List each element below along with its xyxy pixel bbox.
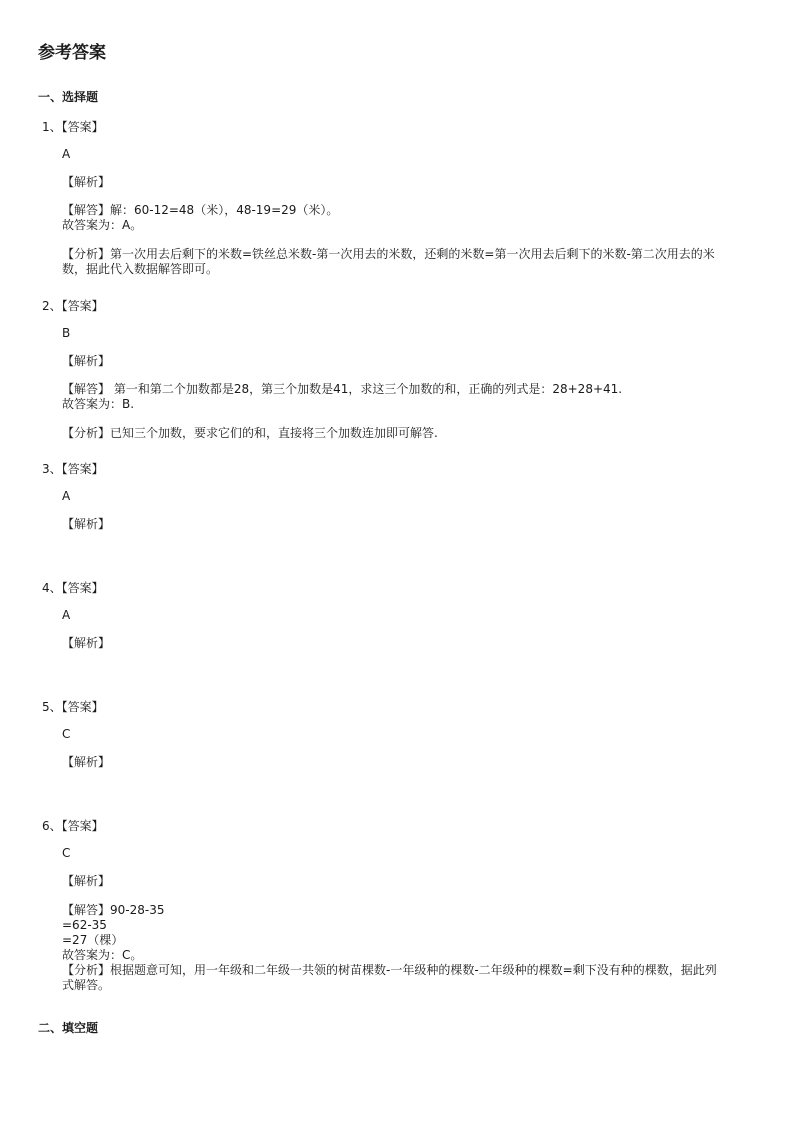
analysis-label: 【解析】 xyxy=(62,354,111,368)
question-number: 6、【答案】 xyxy=(42,819,104,833)
question-number: 2、【答案】 xyxy=(42,299,104,313)
analysis-label: 【解析】 xyxy=(62,175,111,189)
section-heading-fill: 二、填空题 xyxy=(38,1021,99,1035)
answer-value: C xyxy=(62,727,71,741)
section-heading-choice: 一、选择题 xyxy=(38,90,99,104)
analysis-label: 【解析】 xyxy=(62,874,111,888)
answer-value: A xyxy=(62,147,71,161)
question-number: 1、【答案】 xyxy=(42,120,104,134)
analysis-text: 【分析】根据题意可知，用一年级和二年级一共领的树苗棵数-一年级种的棵数-二年级种的棵数=剩下没有种的棵数，据此列式解答。 xyxy=(62,963,717,992)
question-number: 3、【答案】 xyxy=(42,462,104,476)
answer-value: C xyxy=(62,846,71,860)
solution-line: 【解答】90-28-35 xyxy=(62,903,165,917)
solution-line: 故答案为：C。 xyxy=(62,948,143,962)
analysis-text: 【分析】已知三个加数，要求它们的和，直接将三个加数连加即可解答. xyxy=(62,426,438,440)
solution-line: =62-35 xyxy=(62,918,107,932)
solution-line: 【解答】解：60-12=48（米），48-19=29（米）。 xyxy=(62,203,339,217)
question-number: 5、【答案】 xyxy=(42,700,104,714)
analysis-label: 【解析】 xyxy=(62,755,111,769)
page-title: 参考答案 xyxy=(38,43,106,63)
analysis-label: 【解析】 xyxy=(62,636,111,650)
analysis-text: 【分析】第一次用去后剩下的米数=铁丝总米数-第一次用去的米数，还剩的米数=第一次用去后剩下的米数-第二次用去的米数，据此代入数据解答即可。 xyxy=(62,247,715,276)
solution-line: =27（棵） xyxy=(62,933,124,947)
solution-line: 故答案为：B. xyxy=(62,397,135,411)
answer-value: B xyxy=(62,326,71,340)
answer-value: A xyxy=(62,489,71,503)
solution-line: 【解答】 第一和第二个加数都是28，第三个加数是41，求这三个加数的和，正确的列式是：28+28+41. xyxy=(62,382,623,396)
solution-line: 故答案为：A。 xyxy=(62,218,143,232)
question-number: 4、【答案】 xyxy=(42,581,104,595)
answer-value: A xyxy=(62,608,71,622)
analysis-label: 【解析】 xyxy=(62,517,111,531)
